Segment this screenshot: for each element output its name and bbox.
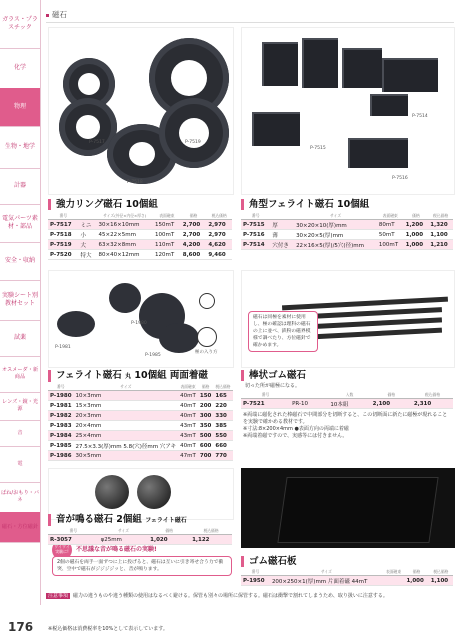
table-cell: 1,320	[428, 220, 453, 230]
table-cell: 110mT	[153, 240, 181, 250]
table-cell: 220	[213, 401, 232, 411]
table-cell: 2,970	[206, 220, 232, 230]
photo-label: P-7515	[310, 146, 326, 151]
table-header: 税込価格	[428, 213, 453, 220]
table-cell: P-7516	[241, 230, 270, 240]
table-cell: P-7514	[241, 240, 270, 250]
table-cell: 20×3mm	[74, 411, 179, 421]
sidebar-tab[interactable]: 実験シート別教材セット	[0, 280, 40, 321]
photo-label: P-1980	[131, 321, 147, 326]
table-cell: 9,460	[206, 250, 232, 260]
table-cell: 8,600	[181, 250, 207, 260]
table-cell: 1,000	[404, 230, 429, 240]
ferrite-photo	[48, 270, 234, 368]
table-header: 価格	[371, 392, 412, 399]
sidebar-tab[interactable]: 物理	[0, 88, 40, 127]
table-cell: 40mT	[180, 412, 196, 419]
table-header: 価格	[148, 528, 190, 535]
table-cell: 特大	[79, 250, 97, 260]
table-cell: P-7520	[48, 250, 79, 260]
table-cell: P-1984	[50, 432, 72, 439]
table-cell: 25×4mm	[74, 431, 179, 441]
sidebar-tab[interactable]: 化学	[0, 48, 40, 89]
table-cell: 10本組	[328, 399, 370, 409]
table-header: 番号	[241, 569, 270, 576]
table-cell: P-1985	[50, 442, 72, 449]
table-header: 税込価格	[412, 392, 453, 399]
table-cell: 120mT	[153, 250, 181, 260]
table-header: サイズ	[270, 569, 383, 576]
table-header: 表面磁束	[153, 213, 181, 220]
table-cell: 660	[213, 441, 232, 451]
square-title: 角型フェライト磁石 10個組	[241, 199, 369, 210]
table-row	[48, 250, 232, 260]
rubber-table	[241, 392, 453, 409]
table-cell: 30×5mm	[74, 451, 179, 461]
table-cell: 4,200	[181, 240, 207, 250]
table-cell: P-1950	[241, 576, 270, 586]
table-cell: 1,000	[404, 240, 429, 250]
table-cell: 300	[199, 412, 212, 419]
table-cell: 150mT	[153, 220, 181, 230]
table-row	[241, 220, 453, 230]
table-cell: 80×40×12mm	[97, 250, 153, 260]
table-cell: 1,100	[429, 576, 453, 586]
experiment-badge: ワイワイ 実験に!	[52, 540, 72, 560]
table-header: サイズ	[74, 384, 179, 391]
table-cell: P-7517	[48, 220, 79, 230]
table-cell: 30×20×10(厚)mm	[294, 220, 377, 230]
sound-banner: 不思議な音が鳴る磁石の実験!	[76, 546, 157, 553]
table-header: 表面磁束	[178, 384, 198, 391]
table-row	[48, 391, 233, 401]
photo-label: P-7519	[185, 140, 201, 145]
sidebar-tab[interactable]: ガラス・プラスチック	[0, 0, 40, 49]
table-cell: 1,000	[404, 576, 428, 586]
table-cell: 27.5×3.3(厚)mm 5.8(穴)径mm 穴アキ	[74, 441, 179, 451]
sidebar-tab[interactable]: ばね/おもり・バネ	[0, 482, 40, 513]
table-cell: 薄	[270, 230, 294, 240]
table-cell: 500	[199, 432, 212, 439]
square-magnet-photo	[241, 27, 455, 195]
table-cell: 厚	[270, 220, 294, 230]
table-header: 税込価格	[215, 384, 231, 389]
table-cell: 15×3mm	[74, 401, 179, 411]
table-row	[241, 230, 453, 240]
table-cell: 45×22×5mm	[97, 230, 153, 240]
table-header: 価格	[181, 213, 207, 220]
page-number: 176	[8, 620, 34, 634]
table-cell: P-7515	[241, 220, 270, 230]
table-row	[48, 441, 233, 451]
table-header: 価格	[404, 213, 429, 220]
table-cell: 1,210	[428, 240, 453, 250]
table-cell: 150	[199, 392, 212, 399]
table-cell: P-7518	[48, 230, 79, 240]
table-cell: 小	[79, 230, 97, 240]
section-header: 磁石	[46, 9, 67, 20]
sidebar-tab[interactable]: 磁石・方位磁針	[0, 512, 40, 543]
table-header: 番号	[241, 213, 270, 220]
sheet-title: ゴム磁石板	[241, 556, 297, 567]
table-header: 税込価格	[206, 213, 232, 220]
table-header: サイズ(外径×内径×厚さ)	[97, 213, 153, 220]
table-cell: 47mT	[180, 452, 196, 459]
sidebar-tab[interactable]: 電	[0, 446, 40, 483]
table-cell: PR-10	[290, 399, 328, 409]
table-header: 表面磁束	[377, 213, 404, 220]
sidebar-rule	[40, 0, 41, 605]
sidebar-tab[interactable]: 試薬	[0, 320, 40, 357]
sidebar-tab[interactable]: オスメーダ・新商品	[0, 356, 40, 393]
table-cell: 穴付き	[270, 240, 294, 250]
table-cell: 165	[213, 391, 232, 401]
rubber-sheet-photo	[241, 468, 455, 548]
rubber-callout: 磁石は同極を素材に使用し、極の確認は理科の磁石の上に並べ、鉄粉の磁界模様で調べたり、方位磁針で確かめます。	[248, 311, 318, 352]
square-table	[241, 213, 453, 250]
footer-note: ※税込価格は消費税率を10%として表示しています。	[48, 626, 168, 632]
table-cell: 330	[213, 411, 232, 421]
table-row	[48, 230, 232, 240]
table-cell: P-1986	[50, 452, 72, 459]
table-header: 価格	[198, 384, 213, 391]
table-cell: P-1981	[50, 402, 72, 409]
table-cell: 4,620	[206, 240, 232, 250]
table-cell: 2,310	[412, 399, 453, 409]
table-header: サイズ	[294, 213, 377, 220]
ferrite-title: フェライト磁石 丸 10個組 両面着磁	[48, 370, 208, 382]
table-cell: 2,700	[181, 230, 207, 240]
table-cell: 1,122	[190, 535, 232, 545]
table-cell	[383, 576, 405, 586]
table-row	[48, 421, 233, 431]
table-header: 価格	[404, 569, 428, 576]
ferrite-table	[48, 384, 233, 461]
table-cell: 770	[213, 451, 232, 461]
table-row	[241, 240, 453, 250]
table-cell: P-7521	[241, 399, 290, 409]
table-cell: 2,100	[371, 399, 412, 409]
table-row	[48, 401, 233, 411]
table-header: 税込価格	[190, 528, 232, 535]
table-cell: 20×4mm	[74, 421, 179, 431]
sidebar-tab[interactable]: 電気パーツ素材・部品	[0, 204, 40, 243]
table-header: 番号	[241, 392, 290, 399]
table-cell: 2,700	[181, 220, 207, 230]
table-cell: P-1983	[50, 422, 72, 429]
sidebar	[0, 0, 40, 605]
sheet-table	[241, 569, 453, 586]
table-header: 番号	[48, 213, 79, 220]
photo-label: P-7518	[127, 180, 143, 185]
table-cell: 1,200	[404, 220, 429, 230]
sound-table	[48, 528, 232, 545]
table-row	[48, 535, 232, 545]
photo-label: P-1985	[145, 353, 161, 358]
table-cell: 30×20×5(厚)mm	[294, 230, 377, 240]
table-cell: 40mT	[180, 392, 196, 399]
table-row	[48, 220, 232, 230]
photo-label: 極の入り方	[195, 350, 218, 355]
sidebar-tab[interactable]: 音	[0, 420, 40, 447]
table-cell: 100mT	[377, 240, 404, 250]
table-cell: 10×3mm	[74, 391, 179, 401]
table-cell: 40mT	[180, 442, 196, 449]
table-cell: 50mT	[377, 230, 404, 240]
table-row	[48, 431, 233, 441]
table-cell: 43mT	[180, 422, 196, 429]
table-cell: 200	[199, 402, 212, 409]
table-row	[241, 399, 453, 409]
table-cell: 1,020	[148, 535, 190, 545]
rubber-title: 棒状ゴム磁石	[241, 370, 306, 381]
table-header: 税込価格	[429, 569, 453, 576]
table-cell: 550	[213, 431, 232, 441]
table-header: 番号	[48, 384, 74, 391]
table-cell: 1,100	[428, 230, 453, 240]
ring-magnet-photo	[48, 27, 234, 195]
sidebar-tab[interactable]: 計器	[0, 168, 40, 205]
sound-magnet-photo	[48, 468, 234, 520]
table-header: 表面磁束	[383, 569, 405, 576]
table-cell: 200×250×1(厚)mm 片面着磁 44mT	[270, 576, 383, 586]
table-header: 番号	[48, 528, 99, 535]
table-cell: 大	[79, 240, 97, 250]
photo-label: P-7514	[412, 114, 428, 119]
table-cell: P-7519	[48, 240, 79, 250]
table-row	[241, 576, 453, 586]
table-cell: 40mT	[180, 402, 196, 409]
table-row	[48, 240, 232, 250]
table-cell: ミニ	[79, 220, 97, 230]
rubber-notes: ※両端に磁化された棒磁石で中間部分を切断すると、この切断面に新たに磁極が現れることを実験で確かめる教材です。 ※寸法:8×200×4mm ●表面方向の両端に着磁 ※両端着磁ですので、実感等には付きません。	[243, 412, 448, 439]
table-cell: 43mT	[180, 432, 196, 439]
rubber-magnet-photo	[241, 270, 455, 368]
sound-callout: 2個の磁石を両手一面ずつに上に投げると、磁石は互いに引き寄せ合う力で衝突、空中で磁石がジジジジッと、音が鳴ります。	[52, 556, 232, 576]
table-cell: 63×32×8mm	[97, 240, 153, 250]
table-cell: 2,970	[206, 230, 232, 240]
table-cell: 100mT	[153, 230, 181, 240]
table-cell: φ25mm	[99, 535, 149, 545]
rubber-desc: 切った所が磁極になる。	[245, 383, 301, 389]
table-cell: 30×16×10mm	[97, 220, 153, 230]
table-header: サイズ	[99, 528, 149, 535]
photo-label: P-7516	[392, 176, 408, 181]
header-line	[46, 22, 454, 23]
sidebar-tab[interactable]: レンズ・鏡・光源	[0, 392, 40, 421]
table-cell: 600	[199, 442, 212, 449]
table-cell: P-1980	[50, 392, 72, 399]
table-cell: 700	[199, 452, 212, 459]
ring-table	[48, 213, 232, 260]
sidebar-tab[interactable]: 安全・収納	[0, 242, 40, 281]
table-row	[48, 451, 233, 461]
table-cell: P-1982	[50, 412, 72, 419]
table-cell: 22×16×5(厚)/5穴(径)mm	[294, 240, 377, 250]
table-cell: R-3057	[48, 535, 99, 545]
table-cell: 350	[199, 422, 212, 429]
warning: 注意事項 磁力の違うものや違う種類の使用はなるべく避ける。保管も別々の場所に保管する。磁石は衝撃で割れてしまうため、取り扱いに注意する。	[48, 593, 388, 599]
sound-title: 音が鳴る磁石 2個組 フェライト磁石	[48, 514, 187, 526]
table-cell: 385	[213, 421, 232, 431]
photo-label: P-7517	[89, 140, 105, 145]
ring-title: 強力リング磁石 10個組	[48, 199, 158, 210]
table-row	[48, 411, 233, 421]
sidebar-tab[interactable]: 生物・地学	[0, 126, 40, 169]
table-cell: 80mT	[377, 220, 404, 230]
table-header: 入数	[328, 392, 370, 399]
photo-label: P-1981	[55, 345, 71, 350]
